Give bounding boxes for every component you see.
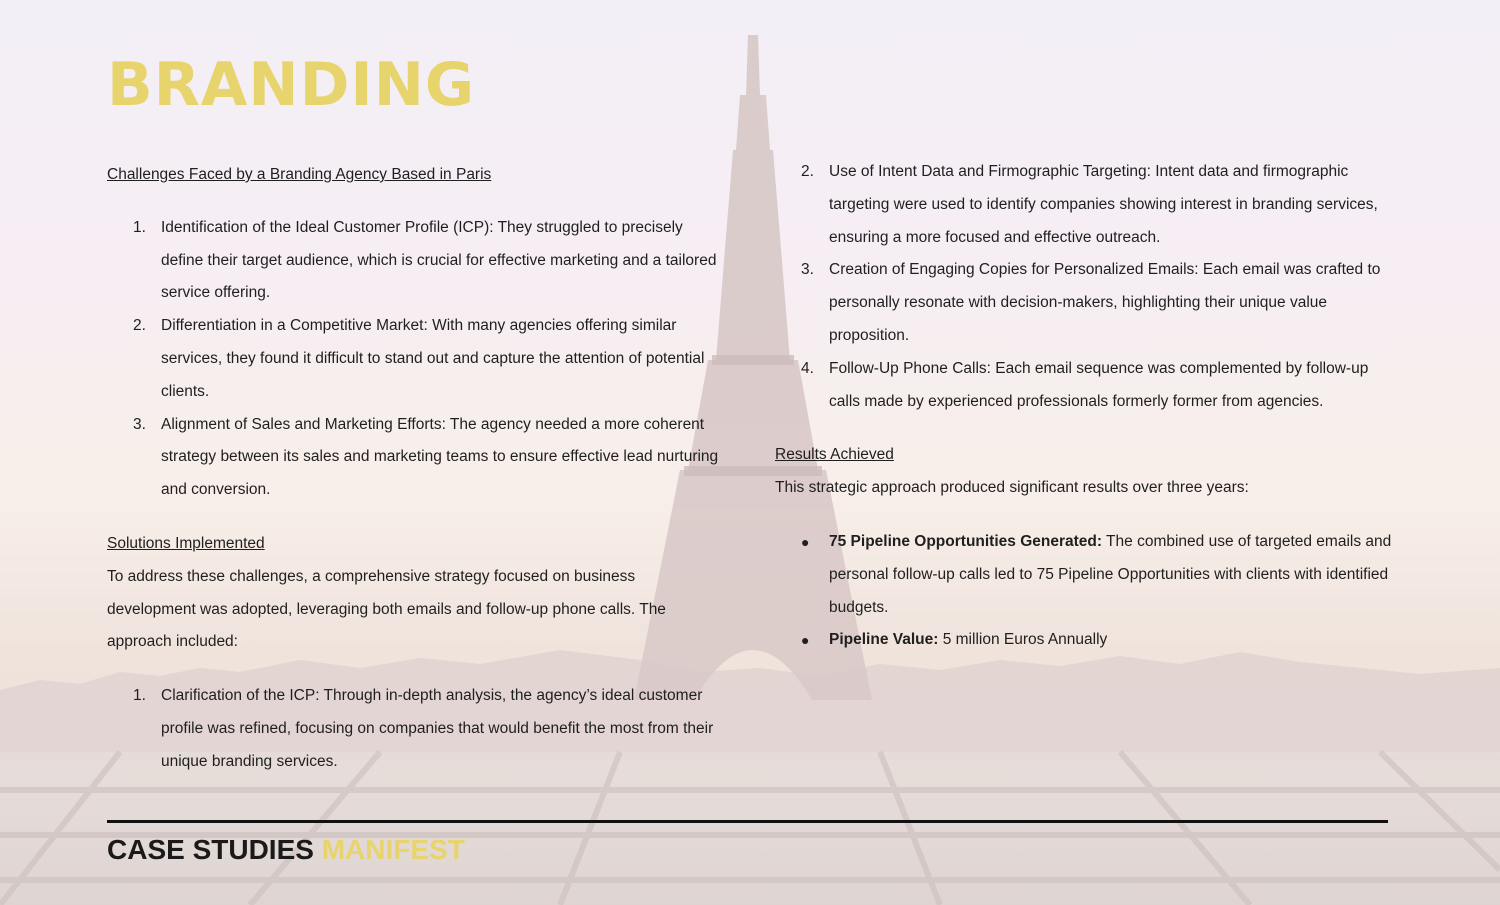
list-item-text: Alignment of Sales and Marketing Efforts: The agency needed a more coherent strategy between its sales and marketing teams to ensure effective lead nurturing and conversion. [161,415,719,499]
results-intro: This strategic approach produced significant results over three years: [775,479,1249,497]
list-number: 2. [133,317,146,335]
list-item [107,680,727,778]
result-label: 75 Pipeline Opportunities Generated: [829,532,1103,550]
list-number: 4. [801,359,814,377]
list-item [107,310,727,408]
list-item [775,353,1400,419]
list-item [775,526,1400,624]
list-item-text: Clarification of the ICP: Through in-depth analysis, the agency’s ideal customer profile was refined, focusing on companies that would benefit the most from their unique branding services. [161,687,714,770]
right-column [775,156,1400,657]
list-item [775,254,1400,352]
result-text: 5 million Euros Annually [938,631,1108,649]
list-item [775,624,1400,657]
list-number: 3. [801,261,814,279]
list-item-text: Use of Intent Data and Firmographic Targeting: Intent data and firmographic targeting were used to identify companies showing interest in branding services, ensuring a more focused and effective outreach. [829,163,1378,246]
bullet-icon: ● [801,533,810,550]
list-item-text: Identification of the Ideal Customer Profile (ICP): They struggled to precisely define their target audience, which is crucial for effective marketing and a tailored service offering. [161,218,717,302]
result-label: Pipeline Value: [829,631,939,649]
list-number: 3. [133,415,146,433]
footer-brand [107,834,465,866]
list-item [775,156,1400,254]
list-number: 1. [133,687,146,705]
list-item [107,409,727,507]
challenges-heading: Challenges Faced by a Branding Agency Based in Paris [107,166,492,183]
list-number: 1. [133,218,146,236]
results-list [775,526,1400,657]
result-text: The combined use of targeted emails and personal follow-up calls led to 75 Pipeline Opportunities with clients with identified budgets. [829,532,1392,616]
list-item-text: Follow-Up Phone Calls: Each email sequence was complemented by follow-up calls made by experienced professionals formerly former from agencies. [829,359,1369,410]
bullet-icon: ● [801,632,810,649]
footer-divider [107,820,1388,823]
list-item-text: Creation of Engaging Copies for Personalized Emails: Each email was crafted to personally resonate with decision-makers, highlighting their unique value proposition. [829,261,1381,344]
footer-brand-part2: MANIFEST [321,834,465,865]
list-item [107,212,727,310]
challenges-list [107,212,727,507]
left-column [107,159,727,779]
list-item-text: Differentiation in a Competitive Market: With many agencies offering similar services, they found it difficult to stand out and capture the attention of potential clients. [161,317,705,400]
solutions-list-continued [775,156,1400,418]
results-heading: Results Achieved [775,446,894,464]
solutions-intro: To address these challenges, a comprehensive strategy focused on business development was adopted, leveraging both emails and follow-up phone calls. The approach included: [107,567,666,651]
footer-brand-part1: CASE STUDIES [107,834,322,865]
page-title: BRANDING [107,50,476,120]
solutions-list [107,680,727,778]
list-number: 2. [801,163,814,180]
solutions-heading: Solutions Implemented [107,534,265,552]
